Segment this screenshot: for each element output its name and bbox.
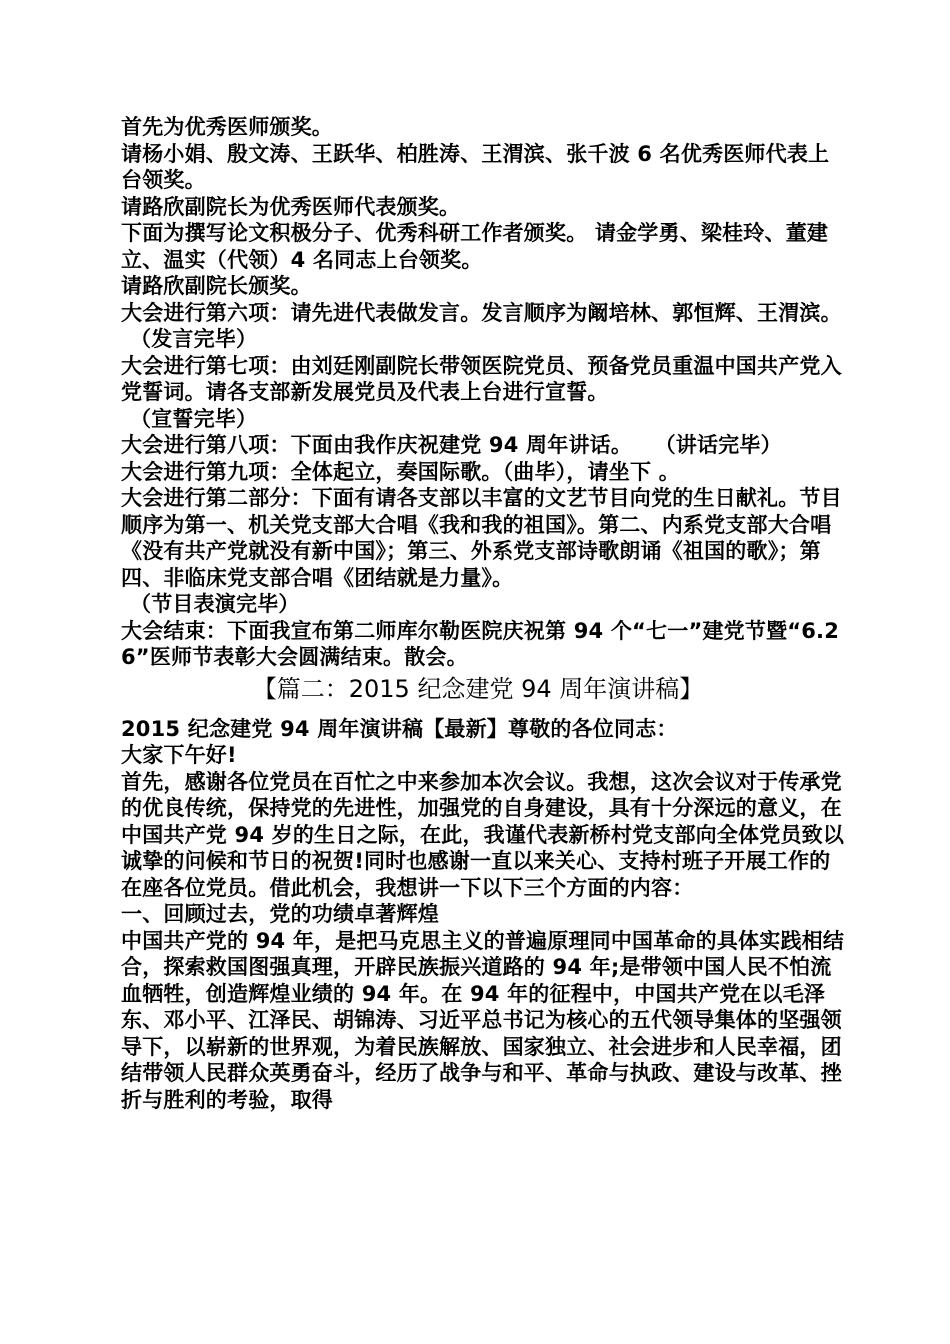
paragraph: （发言完毕） <box>130 327 258 351</box>
paragraph: 大家下午好! <box>121 743 237 767</box>
section-one <box>118 114 848 671</box>
paragraph: 大会进行第八项：下面由我作庆祝建党 94 周年讲话。 （讲话完毕） <box>121 433 782 457</box>
paragraph: 请路欣副院长颁奖。 <box>121 274 312 298</box>
paragraph: 一、回顾过去，党的功绩卓著辉煌 <box>121 902 439 926</box>
paragraph: 中国共产党的 94 年，是把马克思主义的普遍原理同中国革命的具体实践相结合，探索救国图强真理，开辟民族振兴道路的 94 年;是带领中国人民不怕流血牺牲，创造辉煌业绩的 94 年。在 94 年的征程中，中国共产党在以毛泽东、邓小平、江泽民、胡锦涛、习近平总书记为核心的五代领导集体的坚强领导下，以崭新的世界观，为着民族解放、国家独立、社会进步和人民幸福，团结带领人民群众英勇奋斗，经历了战争与和平、革命与执政、建设与改革、挫折与胜利的考验，取得 <box>121 928 845 1112</box>
paragraph: 大会进行第二部分：下面有请各支部以丰富的文艺节目向党的生日献礼。节目顺序为第一、机关党支部大合唱《我和我的祖国》。第二、内系党支部大合唱《没有共产党就没有新中国》；第三、外系党支部诗歌朗诵《祖国的歌》；第四、非临床党支部合唱《团结就是力量》。 <box>121 486 842 590</box>
section-heading: 【篇二：2015 纪念建党 94 周年演讲稿】 <box>252 674 704 703</box>
paragraph: （节目表演完毕） <box>130 592 300 616</box>
paragraph: （宣誓完毕） <box>130 406 258 431</box>
paragraph: 请杨小娟、殷文涛、王跃华、柏胜涛、王渭滨、张千波 6 名优秀医师代表上台领奖。 <box>121 141 830 192</box>
paragraph: 首先，感谢各位党员在百忙之中来参加本次会议。我想，这次会议对于传承党的优良传统，保持党的先进性，加强党的自身建设，具有十分深远的意义，在中国共产党 94 岁的生日之际，在此，我谨代表新桥村党支部向全体党员致以诚挚的问候和节日的祝贺!同时也感谢一直以来关心、支持村班子开展工作的在座各位党员。借此机会，我想讲一下以下三个方面的内容： <box>121 769 845 900</box>
document-page <box>118 114 848 1113</box>
paragraph: 2015 纪念建党 94 周年演讲稿【最新】尊敬的各位同志： <box>121 716 678 741</box>
paragraph: 大会进行第九项：全体起立，奏国际歌。（曲毕），请坐下 。 <box>121 459 680 484</box>
section-two <box>118 716 848 1114</box>
paragraph: 请路欣副院长为优秀医师代表颁奖。 <box>121 194 461 219</box>
spacer <box>118 704 848 716</box>
paragraph: 大会进行第七项：由刘廷刚副院长带领医院党员、预备党员重温中国共产党入党誓词。请各支部新发展党员及代表上台进行宣誓。 <box>121 353 842 404</box>
paragraph: 首先为优秀医师颁奖。 <box>121 115 333 139</box>
paragraph: 大会进行第六项：请先进代表做发言。发言顺序为阚培林、郭恒辉、王渭滨。 <box>121 300 842 325</box>
paragraph: 大会结束：下面我宣布第二师库尔勒医院庆祝第 94 个“七一”建党节暨“6.26”医师节表彰大会圆满结束。散会。 <box>121 618 840 669</box>
paragraph: 下面为撰写论文积极分子、优秀科研工作者颁奖。 请金学勇、梁桂玲、董建立、温实（代领）4 名同志上台领奖。 <box>121 221 829 272</box>
